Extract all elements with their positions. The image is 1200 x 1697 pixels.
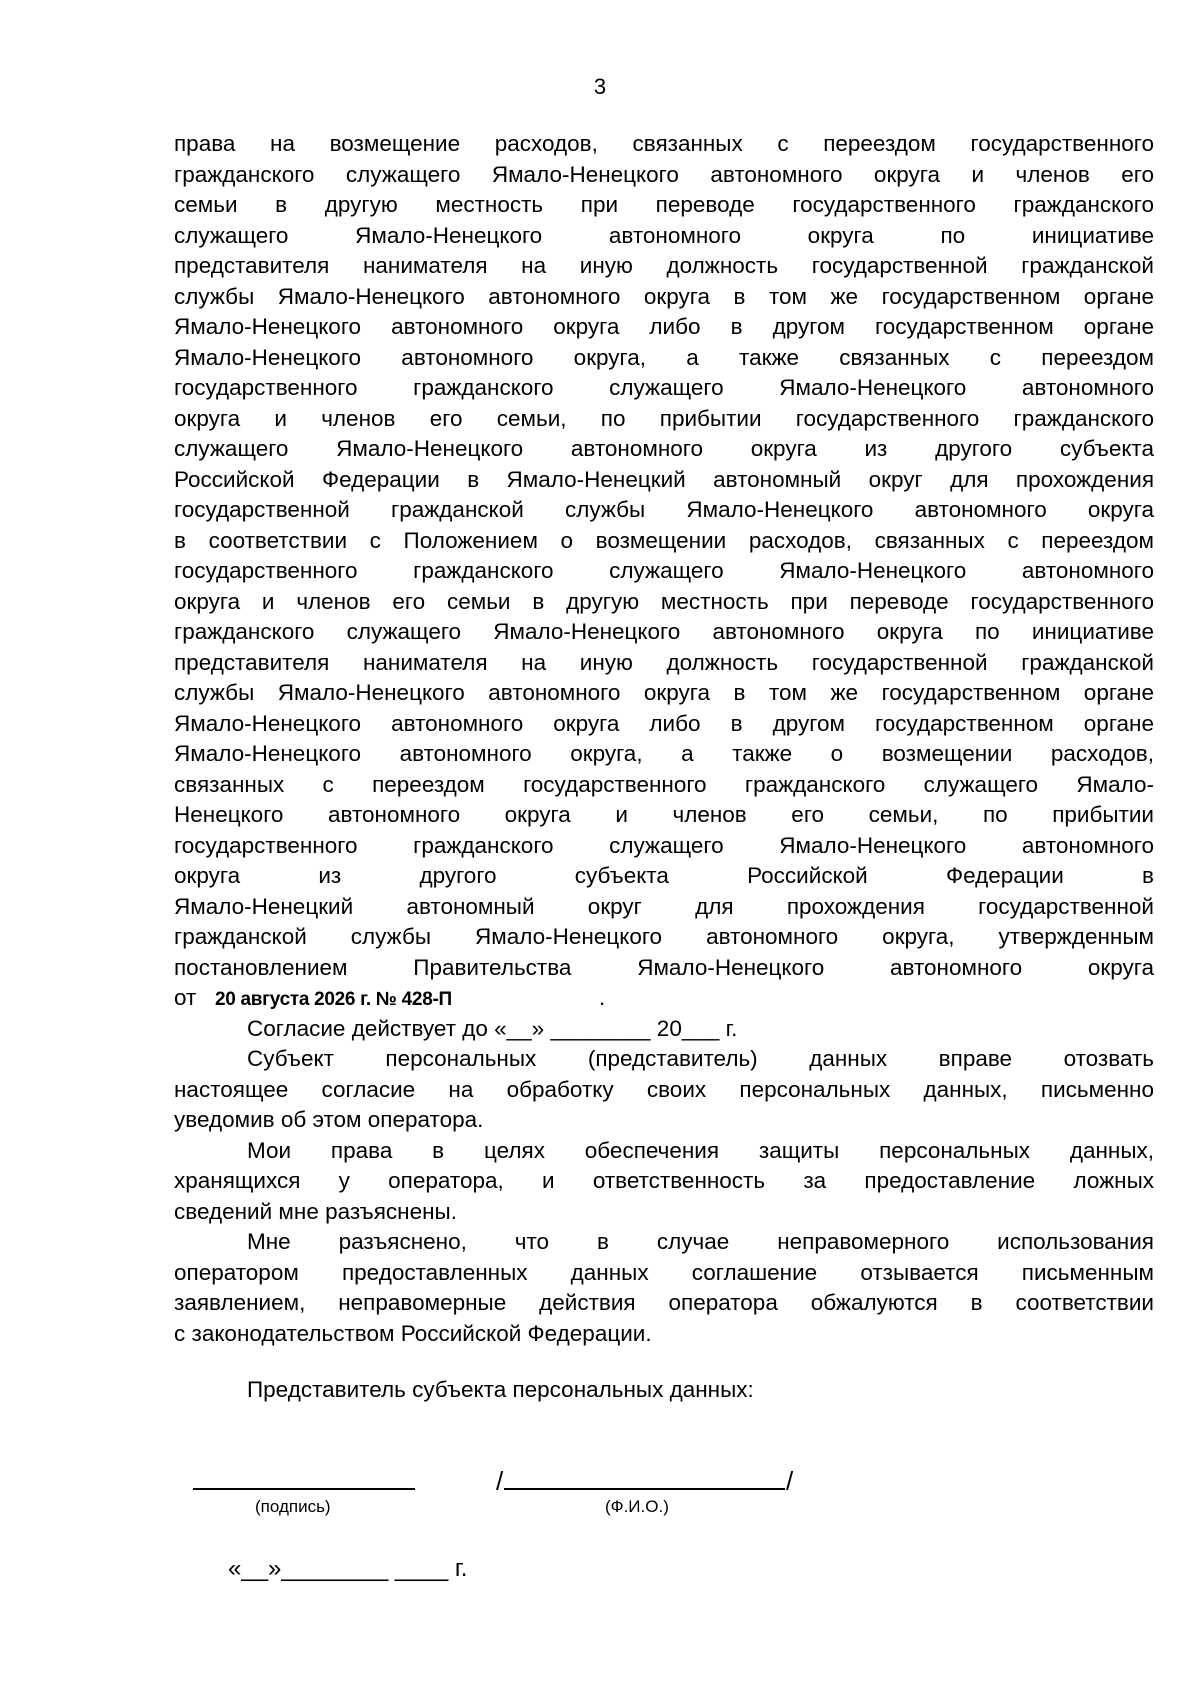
name-line [504, 1488, 785, 1490]
text-line: постановлением Правительства Ямало-Ненецкого автономного округа [174, 954, 1154, 980]
text-line: уведомив об этом оператора. [174, 1107, 484, 1132]
text-line: оператором предоставленных данных соглашение отзывается письменным [174, 1259, 1154, 1285]
date-end: . [599, 985, 606, 1010]
text-line: Ямало-Ненецкий автономный округ для прохождения государственной [174, 893, 1154, 919]
text-line: настоящее согласие на обработку своих персональных данных, письменно [174, 1076, 1154, 1102]
slash-left: / [496, 1466, 504, 1496]
text-line: округа из другого субъекта Российской Федерации в [174, 863, 1154, 888]
text-line: Ямало-Ненецкого автономного округа, а также о возмещении расходов, [174, 741, 1154, 766]
text-line: государственного гражданского служащего Ямало-Ненецкого автономного [174, 375, 1154, 400]
text-line: гражданской службы Ямало-Ненецкого автономного округа, утвержденным [174, 924, 1154, 949]
text-line: округа и членов его семьи, по прибытии государственного гражданского [174, 405, 1154, 431]
text-line: Российской Федерации в Ямало-Ненецкий автономный округ для прохождения [174, 466, 1154, 492]
slash-right: / [786, 1466, 794, 1496]
text-line: связанных с переездом государственного гражданского служащего Ямало- [174, 771, 1154, 797]
signature-heading: Представитель субъекта персональных данных: [247, 1377, 754, 1402]
text-line: служащего Ямало-Ненецкого автономного округа из другого субъекта [174, 436, 1154, 461]
misuse-paragraph [174, 1227, 1154, 1349]
text-line: Ямало-Ненецкого автономного округа либо в другом государственном органе [174, 710, 1154, 736]
document-body [174, 129, 1154, 1349]
text-line: служащего Ямало-Ненецкого автономного округа по инициативе [174, 222, 1154, 248]
text-line: в соответствии с Положением о возмещении расходов, связанных с переездом [174, 527, 1154, 553]
text-line: Мои права в целях обеспечения защиты персональных данных, [247, 1137, 1154, 1163]
text-line: Мне разъяснено, что в случае неправомерного использования [247, 1229, 1154, 1254]
text-line: хранящихся у оператора, и ответственность за предоставление ложных [174, 1168, 1154, 1193]
text-line: представителя нанимателя на иную должность государственной гражданской [174, 253, 1154, 278]
rights-paragraph [174, 1136, 1154, 1228]
text-line: службы Ямало-Ненецкого автономного округа в том же государственном органе [174, 680, 1154, 705]
revoke-paragraph [174, 1044, 1154, 1136]
text-line: Ямало-Ненецкого автономного округа либо в другом государственном органе [174, 314, 1154, 339]
text-line: гражданского служащего Ямало-Ненецкого автономного округа и членов его [174, 161, 1154, 187]
text-line: с законодательством Российской Федерации. [174, 1320, 652, 1346]
text-line: Ненецкого автономного округа и членов его семьи, по прибытии [174, 802, 1154, 827]
date-prefix: от [174, 985, 197, 1010]
name-caption: (Ф.И.О.) [605, 1497, 669, 1516]
signature-date: «__»________ ____ г. [228, 1555, 468, 1582]
text-line: Ямало-Ненецкого автономного округа, а также связанных с переездом [174, 344, 1154, 370]
decree-reference: 20 августа 2026 г. № 428-П [215, 989, 452, 1010]
text-line: заявлением, неправомерные действия оператора обжалуются в соответствии [174, 1290, 1154, 1315]
text-line: государственного гражданского служащего Ямало-Ненецкого автономного [174, 832, 1154, 858]
text-line: государственной гражданской службы Ямало-Ненецкого автономного округа [174, 497, 1154, 522]
decree-date-line [174, 983, 1154, 1014]
page-number: 3 [593, 74, 607, 99]
text-line: Субъект персональных (представитель) данных вправе отозвать [247, 1046, 1154, 1071]
consent-paragraph [174, 129, 1154, 983]
text-line: гражданского служащего Ямало-Ненецкого автономного округа по инициативе [174, 619, 1154, 644]
text-line: государственного гражданского служащего Ямало-Ненецкого автономного [174, 558, 1154, 583]
consent-validity-line: Согласие действует до «__» ________ 20___ г. [247, 1015, 738, 1041]
text-line: сведений мне разъяснены. [174, 1198, 457, 1224]
signature-caption: (подпись) [255, 1497, 331, 1516]
signature-line [193, 1488, 415, 1490]
text-line: службы Ямало-Ненецкого автономного округа в том же государственном органе [174, 283, 1154, 309]
text-line: представителя нанимателя на иную должность государственной гражданской [174, 649, 1154, 675]
text-line: округа и членов его семьи в другую местность при переводе государственного [174, 588, 1154, 614]
text-line: семьи в другую местность при переводе государственного гражданского [174, 192, 1154, 217]
text-line: права на возмещение расходов, связанных с переездом государственного [174, 131, 1154, 156]
